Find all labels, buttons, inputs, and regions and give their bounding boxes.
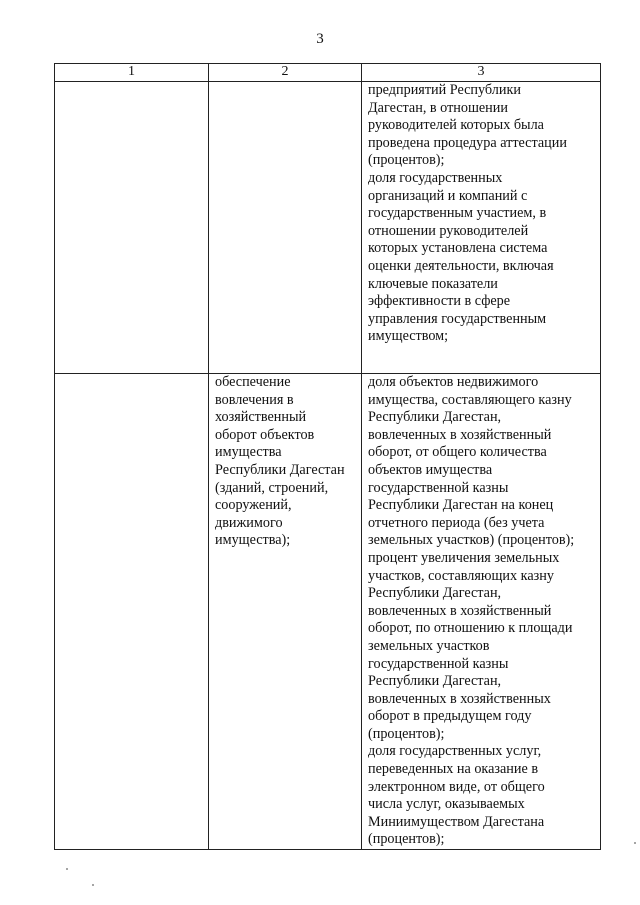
indicator-text: доля объектов недвижимого имущества, составляющего казну Республики Дагестан, вовлеченных в хозяйственный оборот, от общего количества объектов имущества государственной казны Республики Дагестан на конец отчетного периода (без учета земельных участков) (процентов); процент увеличения земельных участков, составляющих казну Республики Дагестан, вовлеченных в хозяйственный оборот, по отношению к площади земельных участков государственной казны Республики Дагестан, вовлеченных в хозяйственных оборот в предыдущем году (процентов); доля государственных услуг, переведенных на оказание в электронном виде, от общего числа услуг, оказываемых Миниимуществом Дагестана (процентов); (368, 374, 575, 848)
scan-speck (66, 868, 68, 870)
document-table (54, 63, 601, 850)
task-text: обеспечение вовлечения в хозяйственный оборот объектов имущества Республики Дагестан (зданий, строений, сооружений, движимого имущества); (215, 374, 345, 549)
table-cell-col1 (55, 82, 209, 374)
table-cell-col2 (209, 374, 362, 850)
table-cell-col3 (362, 82, 601, 374)
indicator-text: предприятий Республики Дагестан, в отношении руководителей которых была проведена процедура аттестации (процентов); доля государственных организаций и компаний с государственным участием, в отношении руководителей которых установлена система оценки деятельности, включая ключевые показатели эффективности в сфере управления государственным имуществом; (368, 82, 567, 345)
table-cell-col2 (209, 82, 362, 374)
column-header-2: 2 (209, 64, 362, 82)
column-header-3: 3 (362, 64, 601, 82)
table-cell-col1 (55, 374, 209, 850)
page-number: 3 (316, 31, 324, 47)
table-row (55, 374, 601, 850)
scan-speck (92, 884, 94, 886)
table-cell-col3 (362, 374, 601, 850)
column-header-1: 1 (55, 64, 209, 82)
table-row (55, 82, 601, 374)
table-header-row (55, 64, 601, 82)
scan-speck (634, 842, 636, 844)
